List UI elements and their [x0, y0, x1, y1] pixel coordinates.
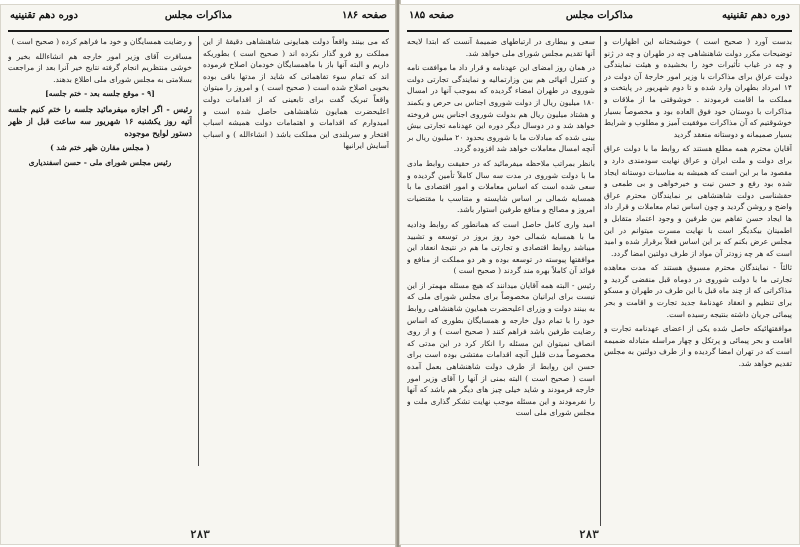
chair-statement: رئیس - البته همه آقایان میدانند که هیچ مسئله مهمتر از این نیست برای ایرانیان مخصوصاً برای مجلس شورای ملی که به بینند دولت و وزرای اعلیحضرت همایون شاهنشاهی روابط خود را با تمام دول خارجه و همسایگان بطوری که اساس رضایت طرفین باشد فراهم کنند ( صحیح است ) و از روی انصاف نمیتوان این مسئله را انکار کرد در این مدتی که مخصوصاً مدت قلیل آنچه اقدامات مفتشی بوده است برای حسن این روابط از طرف دولت شاهنشاهی بعمل آمده است ( صحیح است ) البته بمنی از آنها را آقای وزیر امور خارجه فرمودند و شاید خیلی چیز های دیگر هم باشد که آنها را نفرمودند و این مسئله موجب نهایت تشکر گذاری ملت و مجلس شورای ملی است	[407, 280, 595, 418]
paragraph: امید واری کامل حاصل است که همانطور که روابط ودادیه ما با همسایه شمالی خود روز بروز در توسعه و تشیید میباشد روابط اقتصادی و تجارتی ما هم در نتیجهٔ انعقاد این موافقتها پیوسته در توسعه بوده و هر دو مملکت از منافع و فوائد آن کاملاً بهره مند گردند ( صحیح است )	[407, 219, 595, 276]
left-header-rule	[8, 30, 389, 32]
paragraph: ثالثاً - نمایندگان محترم مسبوق هستند که مدت معاهده تجارتی ما با دولت شوروی در دوماه قبل منقضی گردید و مذاکراتی که از چند ماه قبل با این طرف در طهران و مسکو برای تنظیم و انعقاد عهدنامهٔ جدید تجارت و اقامت و بحر پیمائی جریان داشته بنتیجه رسیده است.	[604, 263, 792, 319]
paragraph: بانظر بمراتب ملاحظه میفرمائید که در حقیقت روابط مادی ما با دولت شوروی در مدت سه سال کاملاً تأمین گردیده و سعی شده است که اساس معاملات و امور اقتصادی ما با همسایه شمالی بر اساس شایسته و متناسب با مقتضیات امروز و مصالح و منافع طرفین استوار باشد.	[407, 158, 595, 215]
section-heading: [۹ - موقع جلسه بعد - ختم جلسه]	[45, 89, 155, 99]
left-page-col-right	[203, 36, 389, 519]
paragraph: موافقتهائیکه حاصل شده یکی از اعضای عهدنامه تجارت و اقامت و بحر پیمائی و پرتکل و چهار مراسله متبادله ضمیمه است که در تهران امضا گردیده و از طرف دولتین به مجلس تقدیم خواهد شد.	[604, 324, 792, 369]
paragraph: مسافرت آقای وزیر امور خارجه هم انشاءالله بخیر و خوشی منتظریم انجام گرفته نتایج خیر آنرا بعد از مراجعت بسلامتی به مجلس شورای ملی اطلاع بدهند.	[8, 51, 192, 84]
left-page-title: مذاکرات مجلس	[164, 10, 233, 21]
chair-statement: رئیس - اگر اجازه میفرمائید جلسه را ختم کنیم جلسه آتیه روز یکشنبه ۱۶ شهریور سه ساعت قبل از ظهر دستور لوایح موجوده	[8, 103, 192, 138]
paragraph: که می بینند واقعاً دولت همایونی شاهنشاهی دقیقهٔ از این مملکت رو فرو گذار نکرده اند ( صحیح است ) بطوریکه داریم و البته آنها باز با ماهمسایگان خودمان اصلاح فرموده اند که تمام سوء تفاهماتی که شاید از مدتها باقی بوده بخوبی اصلاح شده است ( صحیح است ) و امروز را میتوان واقعاً تبریک گفت برای تابعینی که از اقدامات دولت اعلیحضرت همایون شاهنشاهی حاصل شده است و امیدوارم که اقدامات و اهتمامات دولت همیشه اسباب افتخار و سربلندی این مملکت باشد ( انشاءالله ) و اسباب آسایش ایرانیها	[203, 37, 389, 151]
signature-line: رئیس مجلس شورای ملی - حسن اسفندیاری	[28, 157, 172, 167]
right-page-title: مذاکرات مجلس	[565, 10, 634, 21]
right-header-rule	[407, 30, 792, 32]
left-column-divider	[198, 36, 199, 466]
session-close-note: ( مجلس مقارن ظهر ختم شد )	[50, 142, 150, 152]
left-footer-page-number: ۲۸۳	[190, 528, 210, 541]
paragraph: سعی و بیطاری در ارتباطهای ضمیمهٔ آنست که ابتدا لایحه آنها تقدیم مجلس شورای ملی خواهد شد.	[407, 37, 595, 58]
paragraph: و رضایت همسایگان و خود ما فراهم کرده ( صحیح است )	[11, 37, 192, 46]
right-page-number: صفحه ۱۸۵	[409, 10, 454, 21]
right-column-divider	[600, 36, 601, 526]
right-page-header	[409, 10, 790, 26]
left-page	[0, 4, 397, 545]
right-page-term: دوره دهم تقنینیه	[722, 10, 790, 21]
right-page	[399, 4, 800, 545]
right-page-col-left	[407, 36, 595, 521]
left-page-number: صفحه ۱۸۶	[342, 10, 387, 21]
left-page-col-left	[8, 36, 192, 519]
left-page-term: دوره دهم تقنینیه	[10, 10, 78, 21]
right-page-col-right	[604, 36, 792, 521]
left-page-header	[10, 10, 387, 26]
paragraph: بدست آورد ( صحیح است ) خوشبختانه این اظهارات و توضیحات مکرر دولت شاهنشاهی چه در طهران و چه در ژنو و چه در غیاب تأثیرات خود را بخشیده و هیئت نمایندگی دولت عراق برای مذاکرات با وزیر امور خارجهٔ آن دولت در ۱۴ امرداد بطهران وارد شده و تا دوم شهریور در پایتخت و مملکت ما اقامت فرمودند . خوشوقتی ما از ملاقات و مذاکرات با دوستان خود فوق العاده بود و مخصوصاً بسیار خوشوقتیم که آن مذاکرات موفقیت آمیز و مطلوب و شرایط بسیار صمیمانه و دوستانه منعقد گردید	[604, 37, 792, 139]
paragraph: در همان روز امضای این عهدنامه و قرار داد ما موافقت نامه و کنترل اتهائی هم بین وزارتمالیه و نمایندگی تجارتی دولت شوروی در طهران امضاء گردیده که بموجب آنها در امسال ۱۸۰ میلیون ریال از دولت شوروی اجناس بی حرص و بکمند و هشتاد میلیون ریال هم بدولت شوروی اجناس یس فروخته خواهد شد و در دوسال دیگر دوره این عهدنامه تجارتی بیش بینی شده که مبادلات ما با شوروی بحدود ۲۰ میلیون ریال بر آنچه امسال معاملات خواهد شد افزوده گردد.	[407, 63, 595, 154]
right-footer-page-number: ۲۸۳	[579, 528, 599, 541]
paragraph: آقایان محترم همه مطلع هستند که روابط ما با دولت عراق برای دولت و ملت ایران و عراق نهایت سودمندی دارد و مقصود ما بر این است که همیشه به مناسبات دوستانه ایجاد شده بود رفع و حسن نیت و خیرخواهی و بی طمعی و حقشناسی دولت شاهنشاهی بر نمایندگان محترم عراق واضح و روشن گردید و چون اساس تمام معاملات و قرار داد ها ایجاد حسن تفاهم بین طرفین و وجود اعتماد متقابل و اطمینان بیکدیگر است با نهایت مسرت میتوانم در این مجلس عرض بکنم که بر این اساس فعلاً برقرار شده و امید است که هر چه زودتر آن مواد از طرف دولتین امضا گردد.	[604, 144, 792, 258]
